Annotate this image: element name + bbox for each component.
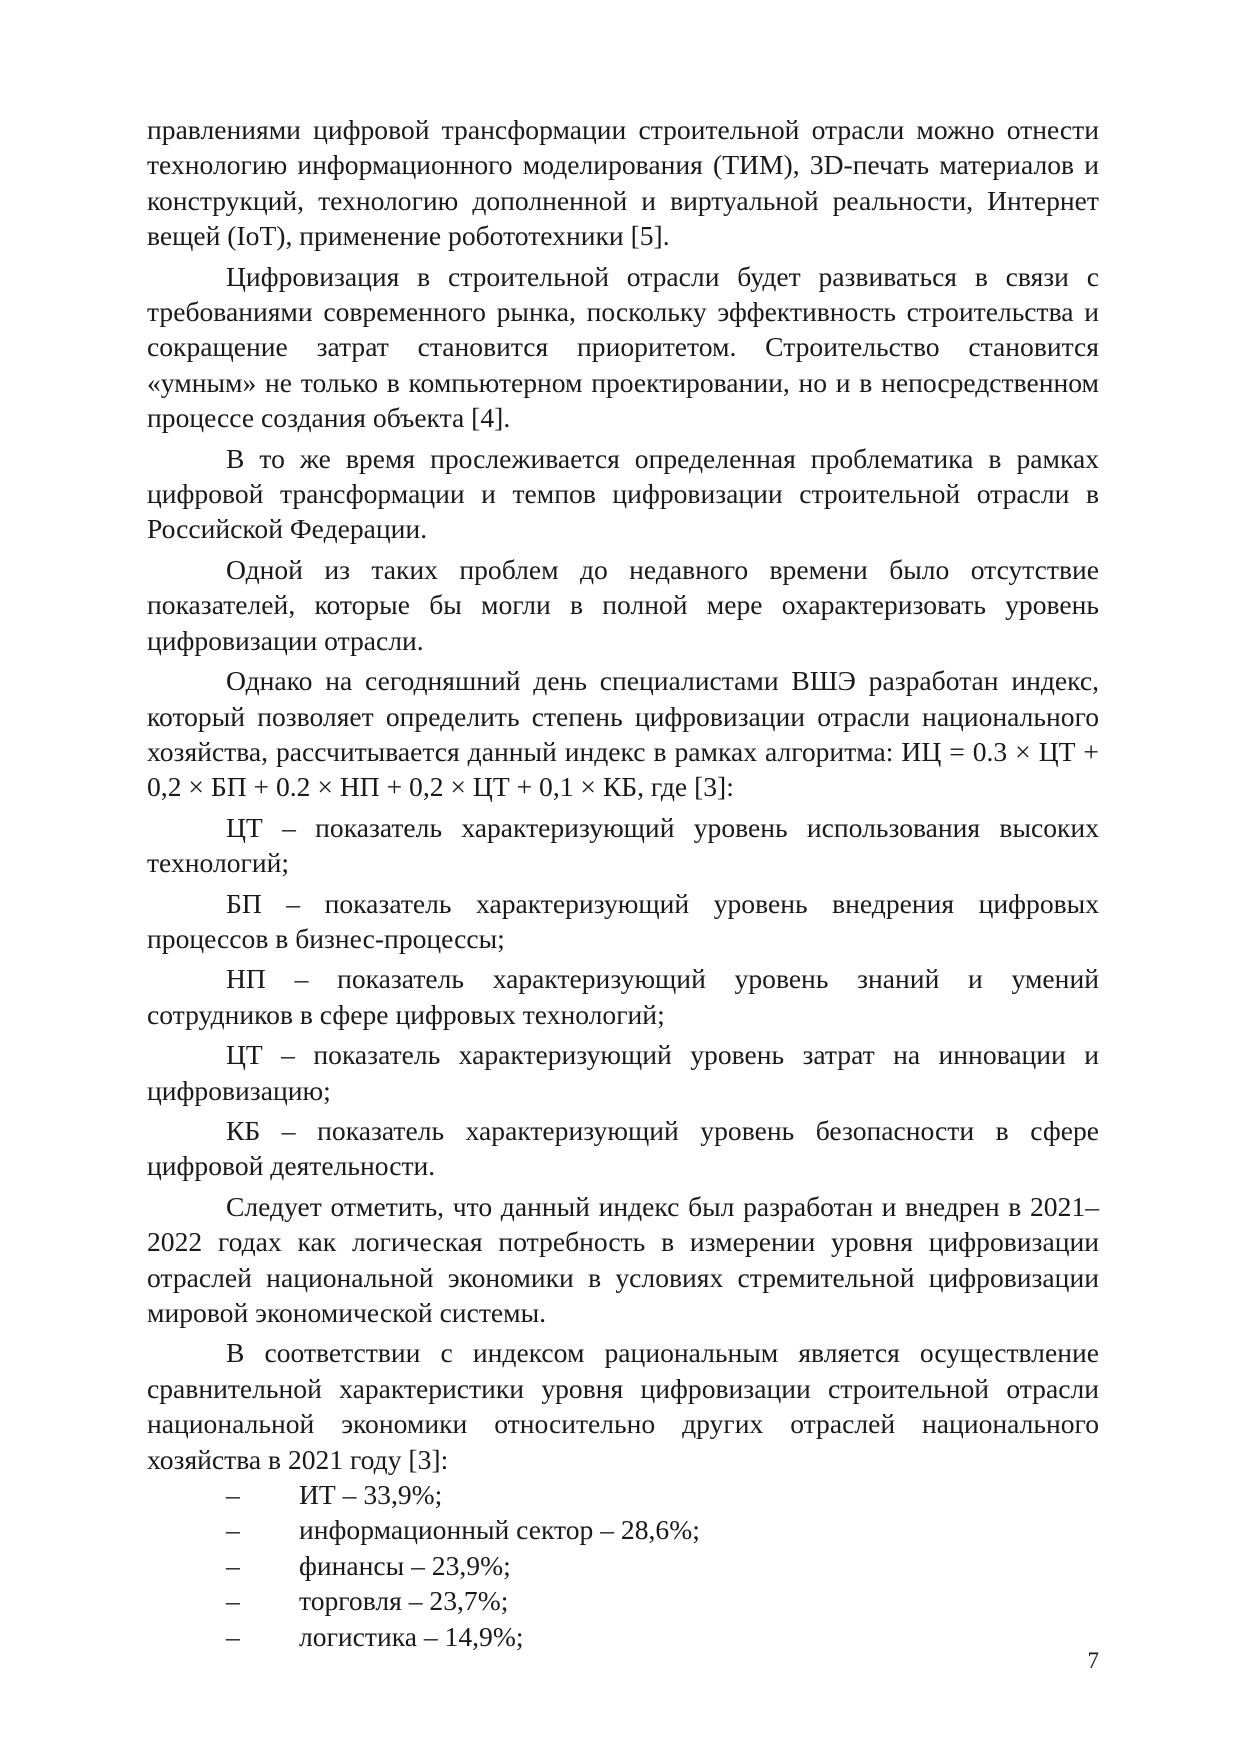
- list-item-text: логистика – 14,9%;: [299, 1620, 524, 1652]
- list-item-text: торговля – 23,7%;: [299, 1585, 509, 1617]
- list-dash: –: [226, 1549, 240, 1581]
- definition-ct-costs: ЦТ – показатель характеризующий уровень затрат на инновации и цифровизацию;: [147, 1039, 1099, 1106]
- paragraph-comparison-intro: В соответствии с индексом рациональным является осуществление сравнительной характеристики уровня цифровизации строительной отрасли национальной экономики относительно других отраслей национального хозяйства в 2021 году [3]:: [147, 1337, 1099, 1475]
- paragraph-index-formula: Однако на сегодняшний день специалистами ВШЭ разработан индекс, который позволяет определить степень цифровизации отрасли национального хозяйства, рассчитывается данный индекс в рамках алгоритма: ИЦ = 0.3 × ЦТ + 0,2 × БП + 0.2 × НП + 0,2 × ЦТ + 0,1 × КБ, где [3]:: [147, 665, 1099, 803]
- list-item-text: финансы – 23,9%;: [299, 1549, 511, 1581]
- paragraph-index-introduction: Следует отметить, что данный индекс был разработан и внедрен в 2021–2022 годах как логическая потребность в измерении уровня цифровизации отраслей национальной экономики в условиях стремительной цифровизации мировой экономической системы.: [147, 1190, 1099, 1328]
- list-item: [147, 1583, 1099, 1618]
- paragraph-digitalization-market: Цифровизация в строительной отрасли будет развиваться в связи с требованиями современного рынка, поскольку эффективность строительства и сокращение затрат становится приоритетом. Строительство становится «умным» не только в компьютерном проектировании, но и в непосредственном процессе создания объекта [4].: [147, 260, 1099, 434]
- industry-digitalization-list: [147, 1477, 1099, 1654]
- paragraph-lack-of-indicators: Одной из таких проблем до недавного времени было отсутствие показателей, которые бы могли в полной мере охарактеризовать уровень цифровизации отрасли.: [147, 553, 1099, 656]
- list-item: [147, 1512, 1099, 1547]
- list-dash: –: [226, 1514, 240, 1546]
- paragraph-problems: В то же время прослеживается определенная проблематика в рамках цифровой трансформации и темпов цифровизации строительной отрасли в Российской Федерации.: [147, 442, 1099, 545]
- list-item-text: информационный сектор – 28,6%;: [299, 1514, 700, 1546]
- list-dash: –: [226, 1585, 240, 1617]
- list-item-text: ИТ – 33,9%;: [299, 1479, 443, 1511]
- paragraph-continuation: правлениями цифровой трансформации строительной отрасли можно отнести технологию информационного моделирования (ТИМ), 3D-печать материалов и конструкций, технологию дополненной и виртуальной реальности, Интернет вещей (IoT), применение робототехники [5].: [147, 114, 1099, 252]
- list-item: [147, 1548, 1099, 1583]
- definition-ct-high-tech: ЦТ – показатель характеризующий уровень использования высоких технологий;: [147, 811, 1099, 879]
- list-dash: –: [226, 1620, 240, 1652]
- page-number: 7: [1087, 1648, 1099, 1673]
- list-dash: –: [226, 1479, 240, 1511]
- list-item: [147, 1619, 1099, 1654]
- list-item: [147, 1477, 1099, 1512]
- definition-np: НП – показатель характеризующий уровень знаний и умений сотрудников в сфере цифровых технологий;: [147, 963, 1099, 1030]
- definition-kb: КБ – показатель характеризующий уровень безопасности в сфере цифровой деятельности.: [147, 1114, 1099, 1182]
- page-text: [147, 112, 1099, 1654]
- definition-bp: БП – показатель характеризующий уровень внедрения цифровых процессов в бизнес-процессы;: [147, 887, 1099, 954]
